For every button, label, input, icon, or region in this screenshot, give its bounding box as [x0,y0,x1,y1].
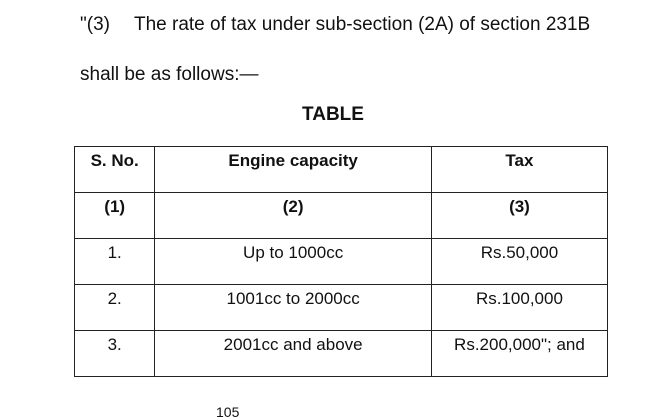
header-serial-no: S. No. [75,147,155,193]
column-number-row [75,193,608,239]
engine-capacity-cell: 1001cc to 2000cc [155,285,432,331]
engine-capacity-cell: Up to 1000cc [155,239,432,285]
page-number: 105 [216,404,240,420]
table-row [75,285,608,331]
serial-no-cell: 3. [75,331,155,377]
clause-text-line2: shall be as follows:— [80,64,259,85]
tax-rate-table [74,146,608,377]
column-number-3: (3) [431,193,607,239]
clause-number: "(3) [80,14,110,35]
tax-cell: Rs.200,000"; and [431,331,607,377]
table-header-row [75,147,608,193]
serial-no-cell: 2. [75,285,155,331]
engine-capacity-cell: 2001cc and above [155,331,432,377]
column-number-2: (2) [155,193,432,239]
header-engine-capacity: Engine capacity [155,147,432,193]
serial-no-cell: 1. [75,239,155,285]
column-number-1: (1) [75,193,155,239]
clause-first-line [80,14,590,36]
table-row [75,331,608,377]
clause-text-line1: The rate of tax under sub-section (2A) of section 231B [133,14,591,35]
header-tax: Tax [431,147,607,193]
tax-cell: Rs.50,000 [431,239,607,285]
table-row [75,239,608,285]
tax-cell: Rs.100,000 [431,285,607,331]
table-title: TABLE [302,104,364,125]
